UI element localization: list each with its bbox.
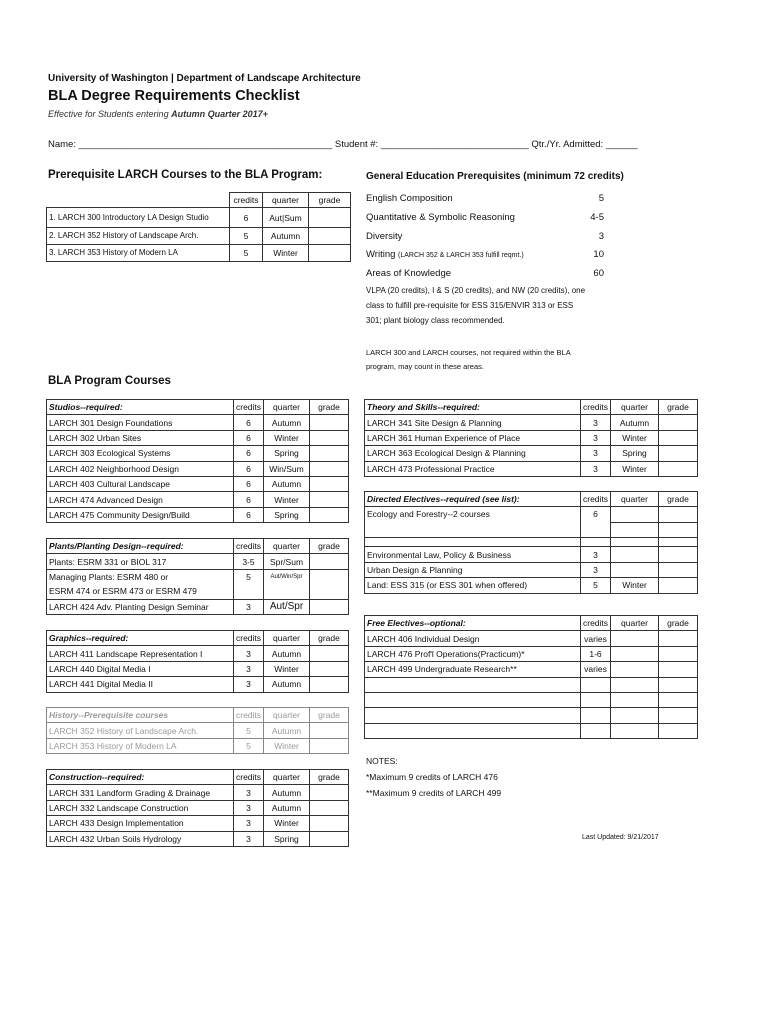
table-header-row [365, 400, 698, 415]
table-header-row [365, 492, 698, 507]
table-row [47, 507, 349, 522]
course-credits: varies [581, 631, 611, 646]
grade-cell[interactable] [659, 562, 698, 577]
gened-item [366, 231, 604, 242]
grade-cell[interactable] [659, 708, 698, 723]
gened-label: Writing [366, 249, 396, 260]
table-row [47, 738, 349, 753]
section-head: Construction--required: [47, 770, 234, 785]
grade-cell[interactable] [659, 415, 698, 430]
course-quarter [611, 646, 659, 661]
course-credits: 5 [581, 578, 611, 593]
table-row [365, 631, 698, 646]
col-grade: grade [310, 708, 349, 723]
course-name: LARCH 332 Landscape Construction [47, 800, 234, 815]
prereq-table [46, 192, 351, 262]
grade-cell[interactable] [659, 430, 698, 445]
blank-course-cell[interactable] [365, 723, 581, 738]
notes-title: NOTES: [366, 756, 398, 766]
grade-cell[interactable] [659, 677, 698, 692]
course-quarter: Autumn [264, 785, 310, 800]
university-line: University of Washington | Department of Landscape Architecture [48, 73, 361, 84]
grade-cell[interactable] [310, 800, 349, 815]
grade-cell[interactable] [659, 446, 698, 461]
course-name: LARCH 411 Landscape Representation I [47, 646, 234, 661]
course-quarter: Autumn [264, 677, 310, 692]
aok-note: VLPA (20 credits), I & S (20 credits), and NW (20 credits), one class to fulfill pre-requisite for ESS 315/ENVIR 313 or ESS 301; plant biology class recommended. [366, 286, 586, 325]
course-name: Environmental Law, Policy & Business [365, 547, 581, 562]
col-grade: grade [659, 492, 698, 507]
larch-note: LARCH 300 and LARCH courses, not required within the BLA program, may count in these areas. [366, 348, 571, 371]
table-row [365, 723, 698, 738]
course-name: LARCH 476 Prof'l Operations(Practicum)* [365, 646, 581, 661]
grade-cell[interactable] [310, 661, 349, 676]
course-quarter: Autumn [611, 415, 659, 430]
table-header-row [47, 539, 349, 554]
course-credits: 5 [230, 245, 263, 262]
quarter-cell[interactable] [611, 723, 659, 738]
table-row [365, 415, 698, 430]
grade-cell[interactable] [659, 578, 698, 593]
course-quarter: Autumn [264, 476, 310, 491]
course-quarter: Autumn [264, 723, 310, 738]
course-name: LARCH 402 Neighborhood Design [47, 461, 234, 476]
col-quarter: quarter [611, 400, 659, 415]
col-quarter: quarter [611, 492, 659, 507]
gened-label: Areas of Knowledge [366, 268, 452, 279]
col-grade: grade [310, 631, 349, 646]
course-name: LARCH 301 Design Foundations [47, 415, 234, 430]
col-grade: grade [310, 539, 349, 554]
table-row [47, 430, 349, 445]
col-quarter: quarter [264, 708, 310, 723]
col-quarter: quarter [263, 193, 309, 208]
quarter-cell[interactable] [611, 522, 659, 538]
grade-cell[interactable] [659, 547, 698, 562]
col-grade: grade [659, 400, 698, 415]
table-row [47, 569, 349, 584]
section-head: Free Electives--optional: [365, 616, 581, 631]
table-header-row [47, 708, 349, 723]
course-credits: 3 [581, 430, 611, 445]
course-credits: 3 [234, 646, 264, 661]
course-credits: 3 [581, 415, 611, 430]
course-name: LARCH 363 Ecological Design & Planning [365, 446, 581, 461]
course-name: 3. LARCH 353 History of Modern LA [47, 245, 230, 262]
course-credits: 6 [234, 446, 264, 461]
course-credits: 6 [230, 208, 263, 228]
course-name: LARCH 302 Urban Sites [47, 430, 234, 445]
table-row [47, 208, 351, 228]
student-info-line[interactable]: Name: ________________________________________________ Student #: ____________________________ Qtr./Yr. Admitted: ______ [48, 139, 638, 150]
section-head: Plants/Planting Design--required: [47, 539, 234, 554]
course-quarter: Spring [264, 446, 310, 461]
col-quarter: quarter [264, 400, 310, 415]
course-name: Managing Plants: ESRM 480 or [47, 569, 234, 584]
gened-title: General Education Prerequisites (minimum 72 credits) [366, 171, 624, 182]
page-title: BLA Degree Requirements Checklist [48, 88, 300, 104]
table-row [47, 831, 349, 846]
col-credits: credits [581, 400, 611, 415]
grade-cell[interactable] [309, 208, 351, 228]
course-quarter: Win/Sum [264, 461, 310, 476]
grade-cell[interactable] [659, 522, 698, 538]
grade-cell[interactable] [659, 507, 698, 523]
course-quarter: Winter [263, 245, 309, 262]
blank-course-cell[interactable] [365, 708, 581, 723]
grade-cell[interactable] [310, 569, 349, 584]
course-credits: 6 [234, 430, 264, 445]
table-row [47, 461, 349, 476]
free-table [364, 615, 698, 739]
course-credits: 3 [234, 677, 264, 692]
gened-value: 60 [593, 268, 604, 279]
table-row [47, 554, 349, 569]
table-row [47, 446, 349, 461]
col-credits: credits [230, 193, 263, 208]
table-row [47, 584, 349, 599]
grade-cell[interactable] [310, 492, 349, 507]
construction-table [46, 769, 349, 847]
gened-label-note: (LARCH 352 & LARCH 353 fulfill reqmt.) [398, 252, 524, 259]
course-name: LARCH 331 Landform Grading & Drainage [47, 785, 234, 800]
theory-table [364, 399, 698, 477]
plants-table [46, 538, 349, 615]
course-name: Ecology and Forestry--2 courses [365, 507, 581, 538]
course-quarter: Autumn [264, 415, 310, 430]
table-row [47, 800, 349, 815]
grade-cell[interactable] [310, 415, 349, 430]
course-quarter: Autumn [264, 646, 310, 661]
gened-item [366, 249, 604, 260]
gened-value: 10 [593, 249, 604, 260]
col-credits: credits [234, 708, 264, 723]
course-credits: 3 [581, 446, 611, 461]
blank-course-cell[interactable] [365, 677, 581, 692]
course-credits [234, 584, 264, 599]
col-credits: credits [581, 492, 611, 507]
grade-cell[interactable] [310, 646, 349, 661]
table-row [47, 723, 349, 738]
course-name: Land: ESS 315 (or ESS 301 when offered) [365, 578, 581, 593]
col-grade: grade [659, 616, 698, 631]
course-name: LARCH 403 Cultural Landscape [47, 476, 234, 491]
quarter-cell[interactable] [611, 692, 659, 707]
spacer-row [365, 538, 698, 547]
gened-label: Diversity [366, 231, 403, 242]
course-credits: 3 [581, 562, 611, 577]
course-name: LARCH 352 History of Landscape Arch. [47, 723, 234, 738]
course-quarter: Aut/Spr [264, 599, 310, 614]
course-name: LARCH 474 Advanced Design [47, 492, 234, 507]
course-quarter [611, 631, 659, 646]
table-row [47, 492, 349, 507]
table-row [365, 547, 698, 562]
gened-value: 4-5 [590, 212, 604, 223]
history-table [46, 707, 349, 754]
grade-cell[interactable] [310, 723, 349, 738]
grade-cell[interactable] [310, 738, 349, 753]
table-row [365, 677, 698, 692]
table-row [47, 415, 349, 430]
course-credits: 3 [234, 831, 264, 846]
blank-course-cell[interactable] [365, 692, 581, 707]
grade-cell[interactable] [309, 245, 351, 262]
course-quarter: Winter [611, 461, 659, 476]
col-quarter: quarter [264, 631, 310, 646]
program-title: BLA Program Courses [48, 375, 171, 387]
course-name: LARCH 406 Individual Design [365, 631, 581, 646]
course-name: LARCH 432 Urban Soils Hydrology [47, 831, 234, 846]
course-credits: 6 [581, 507, 611, 538]
section-head: History--Prerequisite courses [47, 708, 234, 723]
gened-value: 5 [598, 193, 604, 204]
course-name: LARCH 475 Community Design/Build [47, 507, 234, 522]
course-quarter: Winter [611, 430, 659, 445]
gened-item [366, 268, 604, 279]
studios-table [46, 399, 349, 523]
col-credits: credits [234, 539, 264, 554]
grade-cell[interactable] [310, 831, 349, 846]
grade-cell[interactable] [310, 599, 349, 614]
course-credits: 5 [234, 569, 264, 584]
gened-item [366, 212, 604, 223]
col-credits: credits [234, 400, 264, 415]
col-credits: credits [581, 616, 611, 631]
grade-cell[interactable] [310, 476, 349, 491]
grade-cell[interactable] [310, 554, 349, 569]
course-quarter: Aut|Sum [263, 208, 309, 228]
course-name: LARCH 303 Ecological Systems [47, 446, 234, 461]
table-row [47, 661, 349, 676]
course-credits: 3 [234, 661, 264, 676]
table-header-row [365, 616, 698, 631]
gened-label: Quantitative & Symbolic Reasoning [366, 212, 515, 223]
course-name: LARCH 353 History of Modern LA [47, 738, 234, 753]
section-head: Studios--required: [47, 400, 234, 415]
grade-cell[interactable] [310, 785, 349, 800]
course-quarter: Spr/Sum [264, 554, 310, 569]
course-quarter: Winter [264, 430, 310, 445]
course-name: ESRM 474 or ESRM 473 or ESRM 479 [47, 584, 234, 599]
course-credits: 6 [234, 507, 264, 522]
table-row [47, 476, 349, 491]
gened-value: 3 [598, 231, 604, 242]
course-quarter: Winter [264, 492, 310, 507]
section-head: Graphics--required: [47, 631, 234, 646]
col-quarter: quarter [611, 616, 659, 631]
course-credits: 6 [234, 476, 264, 491]
table-row [365, 507, 698, 523]
grade-cell[interactable] [309, 228, 351, 245]
course-credits: 6 [234, 461, 264, 476]
table-row [47, 816, 349, 831]
note-line: **Maximum 9 credits of LARCH 499 [366, 788, 502, 798]
grade-cell[interactable] [659, 692, 698, 707]
course-name: LARCH 433 Design Implementation [47, 816, 234, 831]
grade-cell[interactable] [659, 461, 698, 476]
course-credits: 3 [234, 785, 264, 800]
table-header-row [47, 770, 349, 785]
course-name: Urban Design & Planning [365, 562, 581, 577]
course-credits: 3 [581, 461, 611, 476]
table-row [47, 245, 351, 262]
course-credits: 6 [234, 492, 264, 507]
course-quarter: Winter [611, 578, 659, 593]
course-quarter [611, 662, 659, 677]
course-credits: 5 [230, 228, 263, 245]
course-name: Plants: ESRM 331 or BIOL 317 [47, 554, 234, 569]
col-credits: credits [234, 631, 264, 646]
course-credits: varies [581, 662, 611, 677]
course-quarter: Spring [611, 446, 659, 461]
table-header-row [47, 631, 349, 646]
table-row [47, 785, 349, 800]
table-row [365, 562, 698, 577]
table-row [47, 646, 349, 661]
course-credits: 3-5 [234, 554, 264, 569]
grade-cell[interactable] [310, 461, 349, 476]
course-credits: 6 [234, 415, 264, 430]
grade-cell[interactable] [659, 646, 698, 661]
quarter-cell[interactable] [611, 562, 659, 577]
effective-prefix: Effective for Students entering [48, 109, 172, 119]
table-row [47, 228, 351, 245]
directed-table [364, 491, 698, 594]
table-header-row [47, 193, 351, 208]
gened-item [366, 193, 604, 204]
table-row [365, 578, 698, 593]
table-row [365, 662, 698, 677]
course-credits: 3 [234, 599, 264, 614]
section-head: Directed Electives--required (see list): [365, 492, 581, 507]
course-credits: 3 [234, 816, 264, 831]
col-credits: credits [234, 770, 264, 785]
grade-cell[interactable] [310, 430, 349, 445]
quarter-cell[interactable] [611, 708, 659, 723]
note-line: *Maximum 9 credits of LARCH 476 [366, 772, 498, 782]
quarter-cell[interactable] [611, 547, 659, 562]
graphics-table [46, 630, 349, 693]
course-name: LARCH 361 Human Experience of Place [365, 430, 581, 445]
table-header-row [47, 400, 349, 415]
course-name: 2. LARCH 352 History of Landscape Arch. [47, 228, 230, 245]
course-name: LARCH 341 Site Design & Planning [365, 415, 581, 430]
section-head: Theory and Skills--required: [365, 400, 581, 415]
grade-cell[interactable] [310, 507, 349, 522]
grade-cell[interactable] [659, 631, 698, 646]
course-credits: 5 [234, 723, 264, 738]
course-name: LARCH 441 Digital Media II [47, 677, 234, 692]
table-row [47, 599, 349, 614]
course-credits: 1-6 [581, 646, 611, 661]
prereq-title: Prerequisite LARCH Courses to the BLA Program: [48, 169, 323, 181]
quarter-cell[interactable] [611, 507, 659, 523]
grade-cell[interactable] [659, 723, 698, 738]
course-name: LARCH 424 Adv. Planting Design Seminar [47, 599, 234, 614]
table-row [365, 692, 698, 707]
course-quarter: Autumn [263, 228, 309, 245]
grade-cell[interactable] [310, 677, 349, 692]
grade-cell[interactable] [310, 446, 349, 461]
col-grade: grade [310, 770, 349, 785]
course-name: LARCH 499 Undergraduate Research** [365, 662, 581, 677]
course-name: LARCH 473 Professional Practice [365, 461, 581, 476]
col-quarter: quarter [264, 539, 310, 554]
grade-cell[interactable] [310, 584, 349, 599]
table-row [365, 446, 698, 461]
col-quarter: quarter [264, 770, 310, 785]
last-updated: Last Updated: 9/21/2017 [582, 834, 659, 841]
effective-line [48, 109, 268, 119]
course-credits: 3 [234, 800, 264, 815]
course-name: LARCH 440 Digital Media I [47, 661, 234, 676]
course-quarter: Autumn [264, 800, 310, 815]
course-quarter [264, 584, 310, 599]
course-quarter: Winter [264, 738, 310, 753]
course-quarter: Winter [264, 661, 310, 676]
grade-cell[interactable] [310, 816, 349, 831]
table-row [47, 677, 349, 692]
table-row [365, 708, 698, 723]
gened-label: English Composition [366, 193, 453, 204]
course-credits: 5 [234, 738, 264, 753]
table-row [365, 430, 698, 445]
course-credits: 3 [581, 547, 611, 562]
course-name: 1. LARCH 300 Introductory LA Design Studio [47, 208, 230, 228]
course-quarter: Spring [264, 831, 310, 846]
notes [366, 753, 501, 801]
table-row [365, 646, 698, 661]
course-quarter: Aut/Win/Spr [264, 569, 310, 584]
course-quarter: Winter [264, 816, 310, 831]
col-grade: grade [309, 193, 351, 208]
table-row [365, 461, 698, 476]
effective-quarter: Autumn Quarter 2017+ [171, 109, 268, 119]
col-grade: grade [310, 400, 349, 415]
grade-cell[interactable] [659, 662, 698, 677]
course-quarter: Spring [264, 507, 310, 522]
quarter-cell[interactable] [611, 677, 659, 692]
